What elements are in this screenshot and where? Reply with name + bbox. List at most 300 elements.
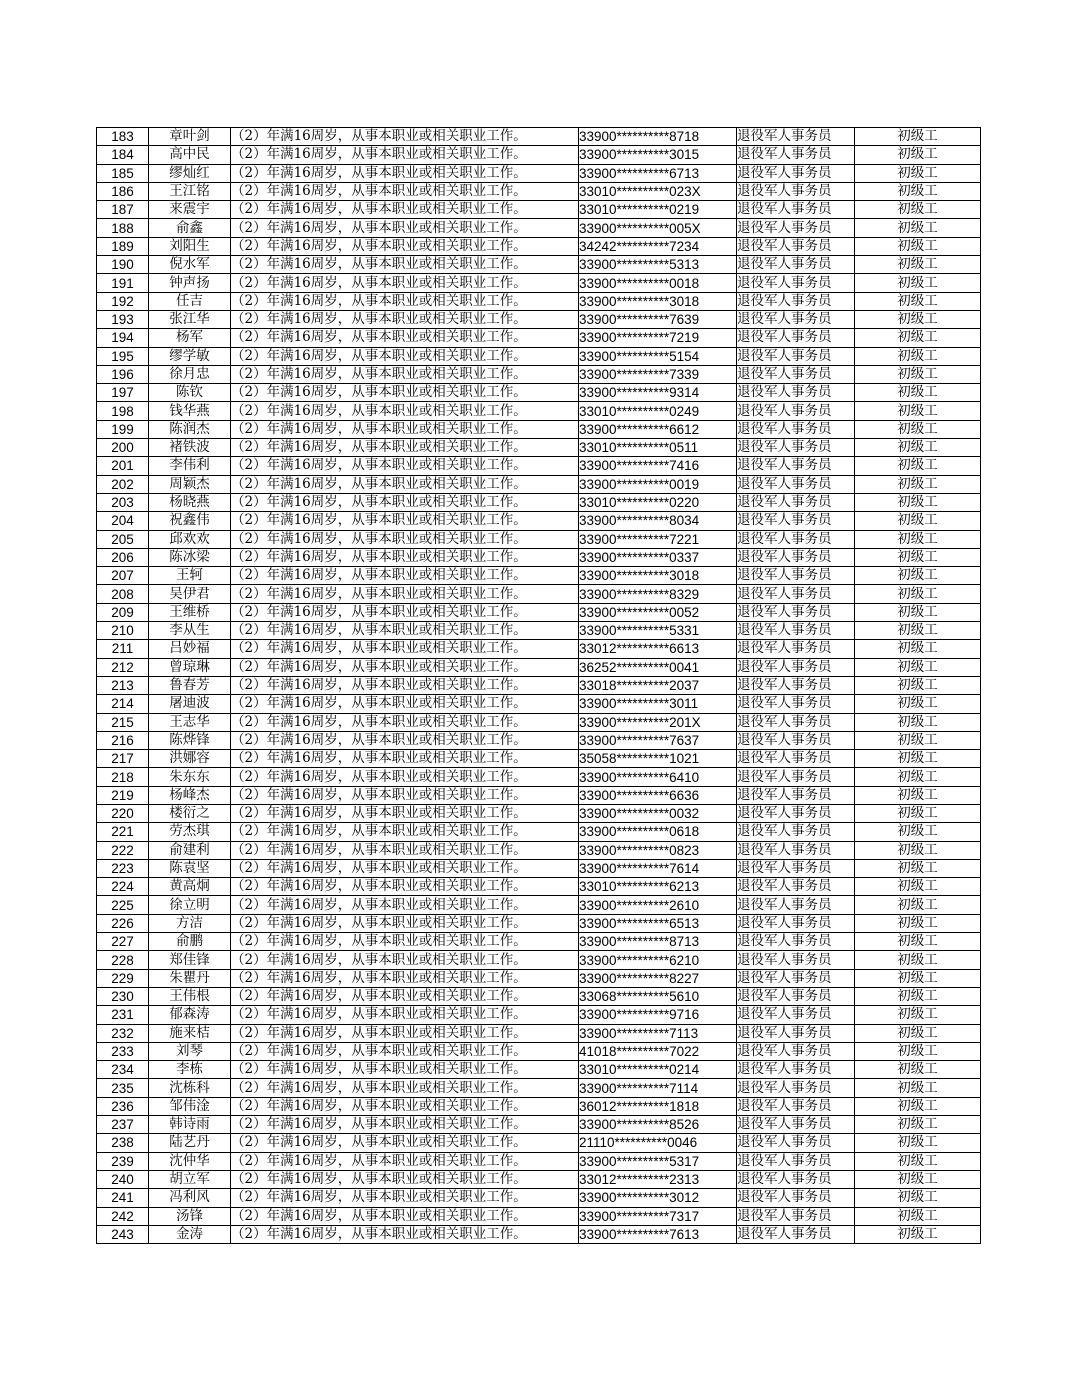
occupation-cell: 退役军人事务员 <box>737 292 855 310</box>
skill-level-cell: 初级工 <box>855 475 981 493</box>
eligibility-condition-cell: （2）年满16周岁，从事本职业或相关职业工作。 <box>231 676 579 694</box>
table-row <box>97 567 981 585</box>
id-number-cell: 33900**********0337 <box>579 548 737 566</box>
eligibility-condition-cell: （2）年满16周岁，从事本职业或相关职业工作。 <box>231 567 579 585</box>
person-name-cell: 施来桔 <box>149 1024 231 1042</box>
id-number-cell: 33900**********8227 <box>579 969 737 987</box>
eligibility-condition-cell: （2）年满16周岁，从事本职业或相关职业工作。 <box>231 420 579 438</box>
eligibility-condition-cell: （2）年满16周岁，从事本职业或相关职业工作。 <box>231 146 579 164</box>
table-row <box>97 182 981 200</box>
id-number-cell: 33900**********2610 <box>579 896 737 914</box>
row-number-cell: 240 <box>97 1170 149 1188</box>
person-name-cell: 刘琴 <box>149 1042 231 1060</box>
table-row <box>97 1134 981 1152</box>
row-number-cell: 187 <box>97 201 149 219</box>
table-row <box>97 1024 981 1042</box>
occupation-cell: 退役军人事务员 <box>737 237 855 255</box>
eligibility-condition-cell: （2）年满16周岁，从事本职业或相关职业工作。 <box>231 493 579 511</box>
skill-level-cell: 初级工 <box>855 439 981 457</box>
id-number-cell: 33900**********7114 <box>579 1079 737 1097</box>
occupation-cell: 退役军人事务员 <box>737 329 855 347</box>
person-name-cell: 郁森涛 <box>149 1006 231 1024</box>
roster-table <box>96 127 981 1244</box>
occupation-cell: 退役军人事务员 <box>737 384 855 402</box>
row-number-cell: 239 <box>97 1152 149 1170</box>
skill-level-cell: 初级工 <box>855 365 981 383</box>
id-number-cell: 33068**********5610 <box>579 987 737 1005</box>
skill-level-cell: 初级工 <box>855 274 981 292</box>
row-number-cell: 207 <box>97 567 149 585</box>
eligibility-condition-cell: （2）年满16周岁，从事本职业或相关职业工作。 <box>231 201 579 219</box>
occupation-cell: 退役军人事务员 <box>737 951 855 969</box>
id-number-cell: 33900**********005X <box>579 219 737 237</box>
eligibility-condition-cell: （2）年满16周岁，从事本职业或相关职业工作。 <box>231 182 579 200</box>
table-row <box>97 1079 981 1097</box>
eligibility-condition-cell: （2）年满16周岁，从事本职业或相关职业工作。 <box>231 457 579 475</box>
person-name-cell: 倪水军 <box>149 256 231 274</box>
skill-level-cell: 初级工 <box>855 237 981 255</box>
id-number-cell: 33900**********3011 <box>579 695 737 713</box>
person-name-cell: 黄高炯 <box>149 878 231 896</box>
eligibility-condition-cell: （2）年满16周岁，从事本职业或相关职业工作。 <box>231 1061 579 1079</box>
id-number-cell: 33900**********6410 <box>579 768 737 786</box>
person-name-cell: 王伟根 <box>149 987 231 1005</box>
id-number-cell: 33900**********5313 <box>579 256 737 274</box>
table-row <box>97 1170 981 1188</box>
eligibility-condition-cell: （2）年满16周岁，从事本职业或相关职业工作。 <box>231 439 579 457</box>
person-name-cell: 缪灿红 <box>149 164 231 182</box>
table-row <box>97 292 981 310</box>
eligibility-condition-cell: （2）年满16周岁，从事本职业或相关职业工作。 <box>231 128 579 146</box>
person-name-cell: 沈栋科 <box>149 1079 231 1097</box>
person-name-cell: 杨军 <box>149 329 231 347</box>
skill-level-cell: 初级工 <box>855 219 981 237</box>
person-name-cell: 陈润杰 <box>149 420 231 438</box>
occupation-cell: 退役军人事务员 <box>737 420 855 438</box>
table-row <box>97 310 981 328</box>
occupation-cell: 退役军人事务员 <box>737 914 855 932</box>
id-number-cell: 33900**********8713 <box>579 933 737 951</box>
row-number-cell: 229 <box>97 969 149 987</box>
skill-level-cell: 初级工 <box>855 256 981 274</box>
person-name-cell: 汤锋 <box>149 1207 231 1225</box>
occupation-cell: 退役军人事务员 <box>737 859 855 877</box>
eligibility-condition-cell: （2）年满16周岁，从事本职业或相关职业工作。 <box>231 841 579 859</box>
person-name-cell: 陈冰梁 <box>149 548 231 566</box>
occupation-cell: 退役军人事务员 <box>737 676 855 694</box>
occupation-cell: 退役军人事务员 <box>737 201 855 219</box>
row-number-cell: 201 <box>97 457 149 475</box>
person-name-cell: 周颖杰 <box>149 475 231 493</box>
occupation-cell: 退役军人事务员 <box>737 786 855 804</box>
occupation-cell: 退役军人事务员 <box>737 1152 855 1170</box>
row-number-cell: 234 <box>97 1061 149 1079</box>
row-number-cell: 232 <box>97 1024 149 1042</box>
occupation-cell: 退役军人事务员 <box>737 896 855 914</box>
id-number-cell: 33900**********0823 <box>579 841 737 859</box>
eligibility-condition-cell: （2）年满16周岁，从事本职业或相关职业工作。 <box>231 274 579 292</box>
skill-level-cell: 初级工 <box>855 841 981 859</box>
row-number-cell: 191 <box>97 274 149 292</box>
skill-level-cell: 初级工 <box>855 164 981 182</box>
id-number-cell: 33900**********7639 <box>579 310 737 328</box>
skill-level-cell: 初级工 <box>855 768 981 786</box>
person-name-cell: 俞鹏 <box>149 933 231 951</box>
eligibility-condition-cell: （2）年满16周岁，从事本职业或相关职业工作。 <box>231 347 579 365</box>
occupation-cell: 退役军人事务员 <box>737 713 855 731</box>
id-number-cell: 33900**********6210 <box>579 951 737 969</box>
occupation-cell: 退役军人事务员 <box>737 256 855 274</box>
row-number-cell: 225 <box>97 896 149 914</box>
person-name-cell: 韩诗雨 <box>149 1116 231 1134</box>
skill-level-cell: 初级工 <box>855 567 981 585</box>
id-number-cell: 33900**********6513 <box>579 914 737 932</box>
table-row <box>97 402 981 420</box>
row-number-cell: 222 <box>97 841 149 859</box>
person-name-cell: 曾琼琳 <box>149 658 231 676</box>
skill-level-cell: 初级工 <box>855 933 981 951</box>
table-row <box>97 475 981 493</box>
eligibility-condition-cell: （2）年满16周岁，从事本职业或相关职业工作。 <box>231 622 579 640</box>
skill-level-cell: 初级工 <box>855 128 981 146</box>
eligibility-condition-cell: （2）年满16周岁，从事本职业或相关职业工作。 <box>231 603 579 621</box>
occupation-cell: 退役军人事务员 <box>737 1189 855 1207</box>
id-number-cell: 33900**********7416 <box>579 457 737 475</box>
table-row <box>97 933 981 951</box>
table-row <box>97 347 981 365</box>
person-name-cell: 俞鑫 <box>149 219 231 237</box>
row-number-cell: 206 <box>97 548 149 566</box>
occupation-cell: 退役军人事务员 <box>737 567 855 585</box>
table-row <box>97 1061 981 1079</box>
row-number-cell: 216 <box>97 731 149 749</box>
skill-level-cell: 初级工 <box>855 695 981 713</box>
skill-level-cell: 初级工 <box>855 1207 981 1225</box>
skill-level-cell: 初级工 <box>855 201 981 219</box>
eligibility-condition-cell: （2）年满16周岁，从事本职业或相关职业工作。 <box>231 365 579 383</box>
occupation-cell: 退役军人事务员 <box>737 128 855 146</box>
person-name-cell: 来震宇 <box>149 201 231 219</box>
eligibility-condition-cell: （2）年满16周岁，从事本职业或相关职业工作。 <box>231 768 579 786</box>
eligibility-condition-cell: （2）年满16周岁，从事本职业或相关职业工作。 <box>231 640 579 658</box>
eligibility-condition-cell: （2）年满16周岁，从事本职业或相关职业工作。 <box>231 1207 579 1225</box>
person-name-cell: 王江铭 <box>149 182 231 200</box>
person-name-cell: 任吉 <box>149 292 231 310</box>
skill-level-cell: 初级工 <box>855 676 981 694</box>
row-number-cell: 209 <box>97 603 149 621</box>
occupation-cell: 退役军人事务员 <box>737 640 855 658</box>
row-number-cell: 218 <box>97 768 149 786</box>
skill-level-cell: 初级工 <box>855 182 981 200</box>
person-name-cell: 方洁 <box>149 914 231 932</box>
skill-level-cell: 初级工 <box>855 750 981 768</box>
person-name-cell: 王维桥 <box>149 603 231 621</box>
person-name-cell: 李栋 <box>149 1061 231 1079</box>
row-number-cell: 221 <box>97 823 149 841</box>
skill-level-cell: 初级工 <box>855 1079 981 1097</box>
eligibility-condition-cell: （2）年满16周岁，从事本职业或相关职业工作。 <box>231 695 579 713</box>
id-number-cell: 33010**********0214 <box>579 1061 737 1079</box>
table-row <box>97 256 981 274</box>
person-name-cell: 陈袁坚 <box>149 859 231 877</box>
occupation-cell: 退役军人事务员 <box>737 1079 855 1097</box>
occupation-cell: 退役军人事务员 <box>737 164 855 182</box>
eligibility-condition-cell: （2）年满16周岁，从事本职业或相关职业工作。 <box>231 914 579 932</box>
id-number-cell: 33900**********201X <box>579 713 737 731</box>
occupation-cell: 退役军人事务员 <box>737 804 855 822</box>
occupation-cell: 退役军人事务员 <box>737 1006 855 1024</box>
row-number-cell: 189 <box>97 237 149 255</box>
table-row <box>97 512 981 530</box>
person-name-cell: 钱华燕 <box>149 402 231 420</box>
person-name-cell: 屠迪波 <box>149 695 231 713</box>
row-number-cell: 205 <box>97 530 149 548</box>
skill-level-cell: 初级工 <box>855 1116 981 1134</box>
row-number-cell: 199 <box>97 420 149 438</box>
person-name-cell: 钟声扬 <box>149 274 231 292</box>
occupation-cell: 退役军人事务员 <box>737 1097 855 1115</box>
skill-level-cell: 初级工 <box>855 146 981 164</box>
id-number-cell: 33900**********5317 <box>579 1152 737 1170</box>
row-number-cell: 230 <box>97 987 149 1005</box>
id-number-cell: 33900**********9716 <box>579 1006 737 1024</box>
row-number-cell: 243 <box>97 1225 149 1243</box>
occupation-cell: 退役军人事务员 <box>737 750 855 768</box>
occupation-cell: 退役军人事务员 <box>737 310 855 328</box>
table-row <box>97 1189 981 1207</box>
skill-level-cell: 初级工 <box>855 969 981 987</box>
id-number-cell: 33900**********0019 <box>579 475 737 493</box>
row-number-cell: 238 <box>97 1134 149 1152</box>
id-number-cell: 33900**********0618 <box>579 823 737 841</box>
row-number-cell: 236 <box>97 1097 149 1115</box>
person-name-cell: 褚铁波 <box>149 439 231 457</box>
skill-level-cell: 初级工 <box>855 987 981 1005</box>
occupation-cell: 退役军人事务员 <box>737 512 855 530</box>
table-row <box>97 146 981 164</box>
id-number-cell: 35058**********1021 <box>579 750 737 768</box>
eligibility-condition-cell: （2）年满16周岁，从事本职业或相关职业工作。 <box>231 548 579 566</box>
id-number-cell: 33900**********7219 <box>579 329 737 347</box>
row-number-cell: 226 <box>97 914 149 932</box>
table-row <box>97 237 981 255</box>
occupation-cell: 退役军人事务员 <box>737 841 855 859</box>
id-number-cell: 34242**********7234 <box>579 237 737 255</box>
skill-level-cell: 初级工 <box>855 640 981 658</box>
row-number-cell: 223 <box>97 859 149 877</box>
id-number-cell: 33900**********5154 <box>579 347 737 365</box>
skill-level-cell: 初级工 <box>855 658 981 676</box>
row-number-cell: 190 <box>97 256 149 274</box>
occupation-cell: 退役军人事务员 <box>737 695 855 713</box>
table-row <box>97 603 981 621</box>
skill-level-cell: 初级工 <box>855 530 981 548</box>
person-name-cell: 缪学敏 <box>149 347 231 365</box>
id-number-cell: 33900**********9314 <box>579 384 737 402</box>
row-number-cell: 194 <box>97 329 149 347</box>
table-row <box>97 987 981 1005</box>
id-number-cell: 33010**********023X <box>579 182 737 200</box>
eligibility-condition-cell: （2）年满16周岁，从事本职业或相关职业工作。 <box>231 823 579 841</box>
eligibility-condition-cell: （2）年满16周岁，从事本职业或相关职业工作。 <box>231 585 579 603</box>
id-number-cell: 33900**********6713 <box>579 164 737 182</box>
row-number-cell: 227 <box>97 933 149 951</box>
table-row <box>97 1042 981 1060</box>
row-number-cell: 198 <box>97 402 149 420</box>
eligibility-condition-cell: （2）年满16周岁，从事本职业或相关职业工作。 <box>231 731 579 749</box>
row-number-cell: 192 <box>97 292 149 310</box>
row-number-cell: 220 <box>97 804 149 822</box>
eligibility-condition-cell: （2）年满16周岁，从事本职业或相关职业工作。 <box>231 384 579 402</box>
person-name-cell: 邱欢欢 <box>149 530 231 548</box>
occupation-cell: 退役军人事务员 <box>737 603 855 621</box>
table-row <box>97 768 981 786</box>
table-row <box>97 676 981 694</box>
person-name-cell: 高中民 <box>149 146 231 164</box>
id-number-cell: 33012**********2313 <box>579 1170 737 1188</box>
occupation-cell: 退役军人事务员 <box>737 585 855 603</box>
skill-level-cell: 初级工 <box>855 1006 981 1024</box>
person-name-cell: 朱瞿丹 <box>149 969 231 987</box>
skill-level-cell: 初级工 <box>855 878 981 896</box>
eligibility-condition-cell: （2）年满16周岁，从事本职业或相关职业工作。 <box>231 530 579 548</box>
id-number-cell: 33010**********0220 <box>579 493 737 511</box>
eligibility-condition-cell: （2）年满16周岁，从事本职业或相关职业工作。 <box>231 1170 579 1188</box>
skill-level-cell: 初级工 <box>855 1042 981 1060</box>
eligibility-condition-cell: （2）年满16周岁，从事本职业或相关职业工作。 <box>231 658 579 676</box>
eligibility-condition-cell: （2）年满16周岁，从事本职业或相关职业工作。 <box>231 713 579 731</box>
occupation-cell: 退役军人事务员 <box>737 622 855 640</box>
eligibility-condition-cell: （2）年满16周岁，从事本职业或相关职业工作。 <box>231 750 579 768</box>
skill-level-cell: 初级工 <box>855 786 981 804</box>
id-number-cell: 33010**********0219 <box>579 201 737 219</box>
row-number-cell: 228 <box>97 951 149 969</box>
person-name-cell: 朱东东 <box>149 768 231 786</box>
table-row <box>97 164 981 182</box>
id-number-cell: 21110**********0046 <box>579 1134 737 1152</box>
row-number-cell: 217 <box>97 750 149 768</box>
table-row <box>97 420 981 438</box>
skill-level-cell: 初级工 <box>855 804 981 822</box>
id-number-cell: 33900**********8329 <box>579 585 737 603</box>
row-number-cell: 213 <box>97 676 149 694</box>
roster-body <box>97 128 981 1244</box>
eligibility-condition-cell: （2）年满16周岁，从事本职业或相关职业工作。 <box>231 256 579 274</box>
id-number-cell: 33900**********7113 <box>579 1024 737 1042</box>
occupation-cell: 退役军人事务员 <box>737 475 855 493</box>
row-number-cell: 210 <box>97 622 149 640</box>
table-row <box>97 823 981 841</box>
person-name-cell: 鲁春芳 <box>149 676 231 694</box>
occupation-cell: 退役军人事务员 <box>737 457 855 475</box>
person-name-cell: 沈仲华 <box>149 1152 231 1170</box>
id-number-cell: 33900**********6612 <box>579 420 737 438</box>
occupation-cell: 退役军人事务员 <box>737 768 855 786</box>
id-number-cell: 33010**********6213 <box>579 878 737 896</box>
skill-level-cell: 初级工 <box>855 1189 981 1207</box>
table-row <box>97 804 981 822</box>
skill-level-cell: 初级工 <box>855 951 981 969</box>
eligibility-condition-cell: （2）年满16周岁，从事本职业或相关职业工作。 <box>231 1097 579 1115</box>
skill-level-cell: 初级工 <box>855 823 981 841</box>
occupation-cell: 退役军人事务员 <box>737 1042 855 1060</box>
skill-level-cell: 初级工 <box>855 493 981 511</box>
table-row <box>97 457 981 475</box>
occupation-cell: 退役军人事务员 <box>737 402 855 420</box>
skill-level-cell: 初级工 <box>855 1152 981 1170</box>
table-row <box>97 128 981 146</box>
occupation-cell: 退役军人事务员 <box>737 1225 855 1243</box>
row-number-cell: 202 <box>97 475 149 493</box>
skill-level-cell: 初级工 <box>855 402 981 420</box>
skill-level-cell: 初级工 <box>855 622 981 640</box>
eligibility-condition-cell: （2）年满16周岁，从事本职业或相关职业工作。 <box>231 402 579 420</box>
id-number-cell: 33900**********7614 <box>579 859 737 877</box>
person-name-cell: 胡立军 <box>149 1170 231 1188</box>
table-row <box>97 201 981 219</box>
id-number-cell: 33900**********8034 <box>579 512 737 530</box>
person-name-cell: 吴伊君 <box>149 585 231 603</box>
occupation-cell: 退役军人事务员 <box>737 274 855 292</box>
eligibility-condition-cell: （2）年满16周岁，从事本职业或相关职业工作。 <box>231 1225 579 1243</box>
table-row <box>97 731 981 749</box>
skill-level-cell: 初级工 <box>855 1024 981 1042</box>
row-number-cell: 193 <box>97 310 149 328</box>
person-name-cell: 王志华 <box>149 713 231 731</box>
person-name-cell: 章叶剑 <box>149 128 231 146</box>
table-row <box>97 713 981 731</box>
eligibility-condition-cell: （2）年满16周岁，从事本职业或相关职业工作。 <box>231 1024 579 1042</box>
person-name-cell: 吕妙福 <box>149 640 231 658</box>
person-name-cell: 徐月忠 <box>149 365 231 383</box>
table-row <box>97 878 981 896</box>
id-number-cell: 33900**********7637 <box>579 731 737 749</box>
row-number-cell: 185 <box>97 164 149 182</box>
occupation-cell: 退役军人事务员 <box>737 878 855 896</box>
occupation-cell: 退役军人事务员 <box>737 219 855 237</box>
row-number-cell: 212 <box>97 658 149 676</box>
eligibility-condition-cell: （2）年满16周岁，从事本职业或相关职业工作。 <box>231 987 579 1005</box>
occupation-cell: 退役军人事务员 <box>737 493 855 511</box>
eligibility-condition-cell: （2）年满16周岁，从事本职业或相关职业工作。 <box>231 1042 579 1060</box>
person-name-cell: 王轲 <box>149 567 231 585</box>
person-name-cell: 徐立明 <box>149 896 231 914</box>
id-number-cell: 33900**********3018 <box>579 567 737 585</box>
row-number-cell: 203 <box>97 493 149 511</box>
table-row <box>97 658 981 676</box>
person-name-cell: 刘阳生 <box>149 237 231 255</box>
table-row <box>97 750 981 768</box>
table-row <box>97 896 981 914</box>
eligibility-condition-cell: （2）年满16周岁，从事本职业或相关职业工作。 <box>231 237 579 255</box>
eligibility-condition-cell: （2）年满16周岁，从事本职业或相关职业工作。 <box>231 878 579 896</box>
eligibility-condition-cell: （2）年满16周岁，从事本职业或相关职业工作。 <box>231 1079 579 1097</box>
row-number-cell: 204 <box>97 512 149 530</box>
skill-level-cell: 初级工 <box>855 1170 981 1188</box>
table-row <box>97 274 981 292</box>
eligibility-condition-cell: （2）年满16周岁，从事本职业或相关职业工作。 <box>231 1006 579 1024</box>
row-number-cell: 184 <box>97 146 149 164</box>
eligibility-condition-cell: （2）年满16周岁，从事本职业或相关职业工作。 <box>231 859 579 877</box>
eligibility-condition-cell: （2）年满16周岁，从事本职业或相关职业工作。 <box>231 1116 579 1134</box>
person-name-cell: 李从生 <box>149 622 231 640</box>
skill-level-cell: 初级工 <box>855 457 981 475</box>
occupation-cell: 退役军人事务员 <box>737 1024 855 1042</box>
occupation-cell: 退役军人事务员 <box>737 933 855 951</box>
id-number-cell: 33010**********0511 <box>579 439 737 457</box>
person-name-cell: 李伟利 <box>149 457 231 475</box>
row-number-cell: 188 <box>97 219 149 237</box>
